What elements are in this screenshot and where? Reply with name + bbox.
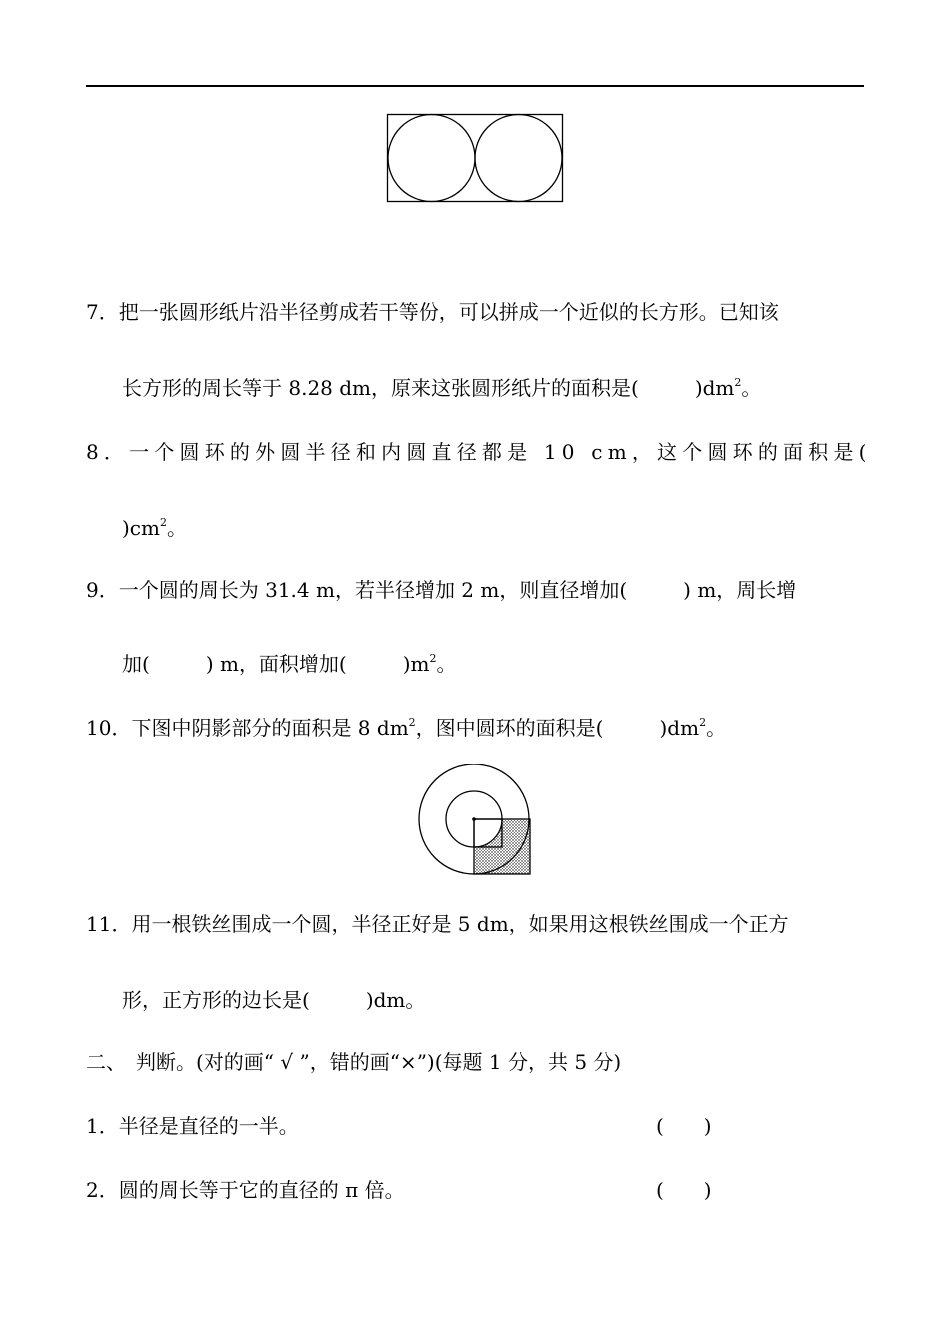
- top-rule: [86, 85, 864, 87]
- q9-number: 9．: [86, 578, 119, 602]
- q7-line1: [86, 300, 779, 324]
- judge-item-2: 2．圆的周长等于它的直径的 π 倍。: [86, 1178, 405, 1202]
- q7-number: 7．: [86, 300, 119, 324]
- judge-1-answer-paren[interactable]: ( ): [656, 1114, 712, 1138]
- judge-item-1: 1．半径是直径的一半。: [86, 1114, 299, 1138]
- q8-text1: 一个圆环的外圆半径和内圆直径都是 10 cm，这个圆环的面积是(: [129, 440, 872, 464]
- q9-line1: 9．一个圆的周长为 31.4 m，若半径增加 2 m，则直径增加( ) m，周长增: [86, 578, 797, 602]
- q10-number: 10．: [86, 716, 132, 740]
- left-circle: [388, 115, 475, 202]
- q11-line2: 形，正方形的边长是( )dm。: [122, 988, 426, 1012]
- two-circles-figure: [386, 112, 566, 204]
- q10-line: 10．下图中阴影部分的面积是 8 $dm^2$，图中圆环的面积是( )$dm^2$。: [86, 716, 727, 740]
- annulus-figure: [416, 764, 534, 878]
- q8-number: 8．: [86, 440, 130, 464]
- q8-line1: [86, 440, 872, 464]
- right-circle: [475, 115, 562, 202]
- q9-line2: 加( ) m，面积增加( )$m^2$。: [122, 652, 457, 676]
- q11-line1: 11．用一根铁丝围成一个圆，半径正好是 5 dm，如果用这根铁丝围成一个正方: [86, 912, 789, 936]
- q11-number: 11．: [86, 912, 132, 936]
- center-point: [472, 817, 476, 821]
- q7-text1: 把一张圆形纸片沿半径剪成若干等份，可以拼成一个近似的长方形。已知该: [118, 300, 779, 324]
- q8-line2: )$cm^2$。: [122, 516, 187, 540]
- section2-title: 二、 判断。(对的画“ √ ”，错的画“×”)(每题 1 分，共 5 分): [86, 1050, 622, 1074]
- judge-2-answer-paren[interactable]: ( ): [656, 1178, 712, 1202]
- q7-line2: 长方形的周长等于 8.28 dm，原来这张圆形纸片的面积是( )$dm^2$。: [122, 376, 762, 400]
